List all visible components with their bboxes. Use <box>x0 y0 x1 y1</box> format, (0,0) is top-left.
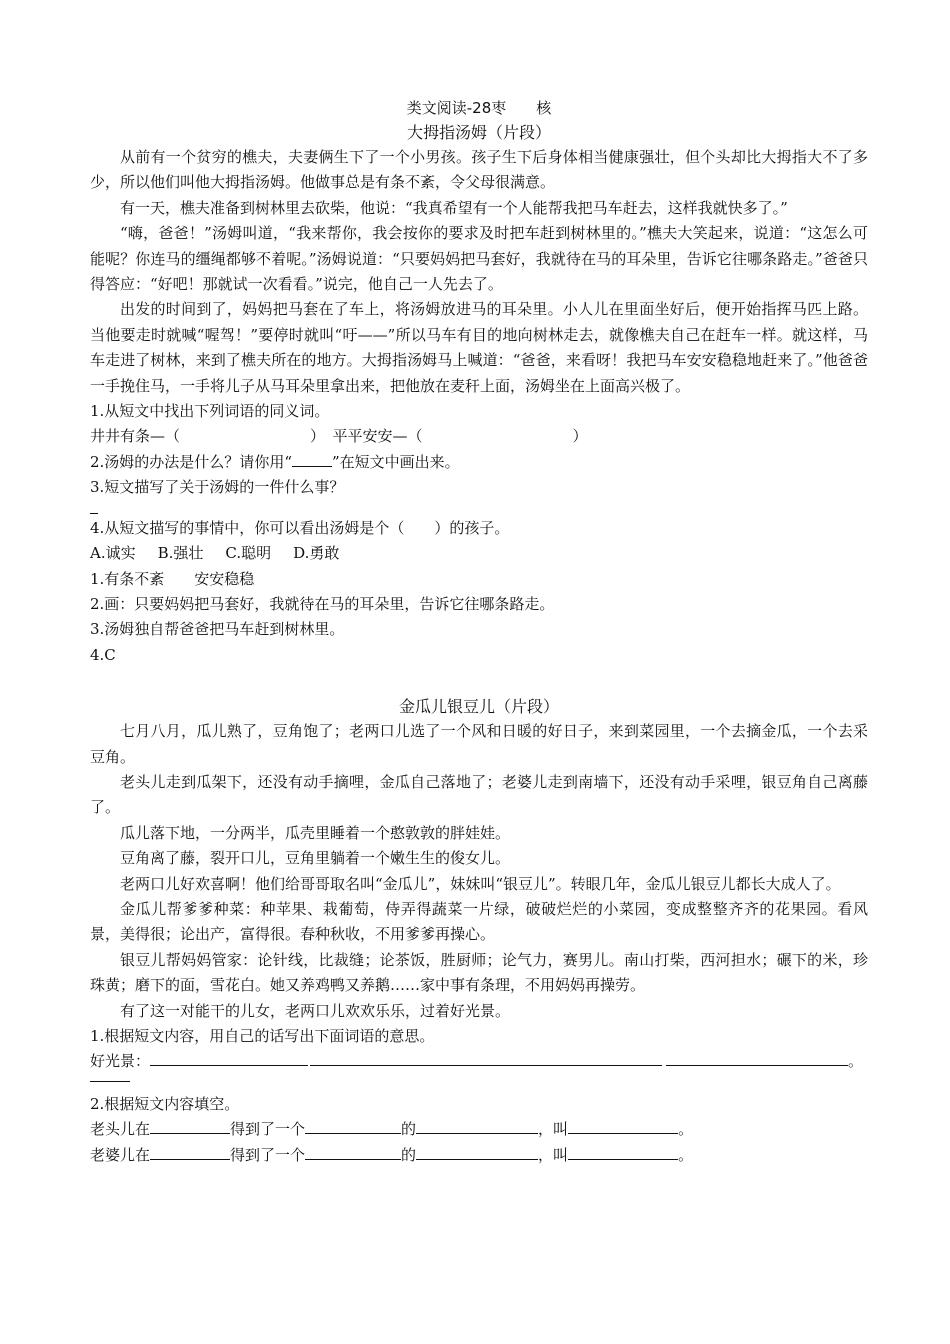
meaning-blank-3[interactable] <box>666 1051 848 1066</box>
meaning-blank-1[interactable] <box>150 1051 308 1066</box>
synonym-prompt-1: 井井有条—（ <box>90 427 181 446</box>
fill1-blank-place[interactable] <box>150 1119 230 1134</box>
fill1-blank-name[interactable] <box>568 1119 678 1134</box>
fill1-text-e: 。 <box>678 1120 694 1139</box>
s2-fill-line-2 <box>90 1143 868 1168</box>
s1-question-4: 4.从短文描写的事情中，你可以看出汤姆是个（ ）的孩子。 <box>90 518 510 537</box>
meaning-end: 。 <box>848 1052 864 1071</box>
option-b[interactable]: B.强壮 <box>157 544 204 563</box>
section2-paragraph-6: 金瓜儿帮爹爹种菜：种苹果、栽葡萄，侍弄得蔬菜一片绿，破破烂烂的小菜园，变成整整齐齐的花果园。看风景，美得很；论出产，富得很。春种秋收，不用爹爹再操心。 <box>90 899 868 944</box>
option-d[interactable]: D.勇敢 <box>293 544 340 563</box>
section1-paragraph-1: 从前有一个贫穷的樵夫，夫妻俩生下了一个小男孩。孩子生下后身体相当健康强壮，但个头却比大拇指大不了多少，所以他们叫他大拇指汤姆。他做事总是有条不紊，令父母很满意。 <box>90 148 868 192</box>
meaning-blank-continued[interactable] <box>90 1075 130 1082</box>
fill2-text-c: 的 <box>401 1145 417 1164</box>
section2-paragraph-5: 老两口儿好欢喜啊！他们给哥哥取名叫“金瓜儿”，妹妹叫“银豆儿”。转眼几年，金瓜儿银豆儿都长大成人了。 <box>120 874 841 893</box>
section1-title: 大拇指汤姆（片段） <box>406 123 551 142</box>
synonym-prompt-2: ） 平平安安—（ <box>310 427 423 446</box>
section2-paragraph-3: 瓜儿落下地，一分两半，瓜壳里睡着一个憨敦敦的胖娃娃。 <box>120 823 511 842</box>
option-a[interactable]: A.诚实 <box>90 544 136 563</box>
meaning-blank-2[interactable] <box>310 1051 662 1066</box>
fill2-blank-place[interactable] <box>150 1145 230 1160</box>
fill1-text-b: 得到了一个 <box>230 1120 306 1139</box>
fill2-text-d: ，叫 <box>538 1145 569 1164</box>
document-title: 类文阅读-28枣 核 <box>406 99 552 117</box>
s2-question-1-line <box>90 1049 868 1074</box>
s1-question-3: 3.短文描写了关于汤姆的一件什么事？ <box>90 478 345 497</box>
q2-text-a: 2.汤姆的办法是什么？请你用“ <box>90 452 292 471</box>
s1-question-1-blanks <box>90 424 868 449</box>
s1-answer-3: 3.汤姆独自帮爸爸把马车赶到树林里。 <box>90 620 345 639</box>
meaning-label: 好光景： <box>90 1052 151 1071</box>
fill1-text-d: ，叫 <box>538 1120 569 1139</box>
synonym-close: ） <box>572 427 588 446</box>
section2-paragraph-4: 豆角离了藤，裂开口儿，豆角里躺着一个嫩生生的俊女儿。 <box>120 849 511 868</box>
fill2-text-b: 得到了一个 <box>230 1145 306 1164</box>
section2-paragraph-8: 有了这一对能干的儿女，老两口儿欢欢乐乐，过着好光景。 <box>120 1001 511 1020</box>
fill2-blank-desc[interactable] <box>305 1145 401 1160</box>
fill1-blank-thing[interactable] <box>416 1119 538 1134</box>
section2-paragraph-7: 银豆儿帮妈妈管家：论针线，比裁缝；论茶饭，胜厨师；论气力，赛男儿。南山打柴，西河担水；碾下的米，珍珠黄；磨下的面，雪花白。她又养鸡鸭又养鹅……家中事有条理，不用妈妈再操劳。 <box>90 950 868 995</box>
s1-question-2 <box>90 450 868 475</box>
fill2-text-e: 。 <box>678 1145 694 1164</box>
s2-fill-line-1 <box>90 1117 868 1142</box>
section1-paragraph-2: 有一天，樵夫准备到树林里去砍柴，他说：“我真希望有一个人能帮我把马车赶去，这样我就快多了。” <box>120 198 788 217</box>
section1-paragraph-3: “嗨，爸爸！”汤姆叫道，“我来帮你，我会按你的要求及时把车赶到树林里的。”樵夫大笑起来，说道：“这怎么可能呢？你连马的缰绳都够不着呢。”汤姆说道：“只要妈妈把马套好，我就待在马的耳朵里，告诉它往哪条路走。”爸爸只得答应：“好吧！那就试一次看看。”说完，他自己一人先去了。 <box>90 224 868 294</box>
section2-title: 金瓜儿银豆儿（片段） <box>398 697 559 717</box>
s1-answer-1: 1.有条不紊 安安稳稳 <box>90 569 255 588</box>
fill1-text-a: 老头儿在 <box>90 1120 151 1139</box>
s2-question-1: 1.根据短文内容，用自己的话写出下面词语的意思。 <box>90 1027 435 1045</box>
s1-answer-4: 4.C <box>90 645 116 664</box>
underline-sample <box>292 452 332 467</box>
q2-text-b: ”在短文中画出来。 <box>331 452 460 471</box>
s1-question-1: 1.从短文中找出下列词语的同义词。 <box>90 402 330 421</box>
s1-options <box>90 541 868 566</box>
section2-paragraph-2: 老头儿走到瓜架下，还没有动手摘哩，金瓜自己落地了；老婆儿走到南墙下，还没有动手采哩，银豆角自己离藤了。 <box>90 772 868 817</box>
s1-answer-2: 2.画：只要妈妈把马套好，我就待在马的耳朵里，告诉它往哪条路走。 <box>90 594 555 613</box>
fill1-blank-desc[interactable] <box>305 1119 401 1134</box>
option-c[interactable]: C.聪明 <box>225 544 272 563</box>
section1-paragraph-4: 出发的时间到了，妈妈把马套在了车上，将汤姆放进马的耳朵里。小人儿在里面坐好后，便开始指挥马匹上路。当他要走时就喊“喔驾！”要停时就叫“吁——”所以马车有目的地向树林走去，就像樵夫自己在赶车一样。就这样，马车走进了树林，来到了樵夫所在的地方。大拇指汤姆马上喊道：“爸爸，来看呀！我把马车安安稳稳地赶来了。”他爸爸一手挽住马，一手将儿子从马耳朵里拿出来，把他放在麦秆上面，汤姆坐在上面高兴极了。 <box>90 300 868 395</box>
fill2-blank-thing[interactable] <box>416 1145 538 1160</box>
answer-line-short[interactable] <box>90 503 98 514</box>
s2-question-2: 2.根据短文内容填空。 <box>90 1094 240 1113</box>
fill2-text-a: 老婆儿在 <box>90 1145 151 1164</box>
section2-paragraph-1: 七月八月，瓜儿熟了，豆角饱了；老两口儿选了一个风和日暖的好日子，来到菜园里，一个去摘金瓜，一个去采豆角。 <box>90 722 868 766</box>
fill2-blank-name[interactable] <box>568 1145 678 1160</box>
fill1-text-c: 的 <box>401 1120 417 1139</box>
section-gap <box>90 668 868 694</box>
